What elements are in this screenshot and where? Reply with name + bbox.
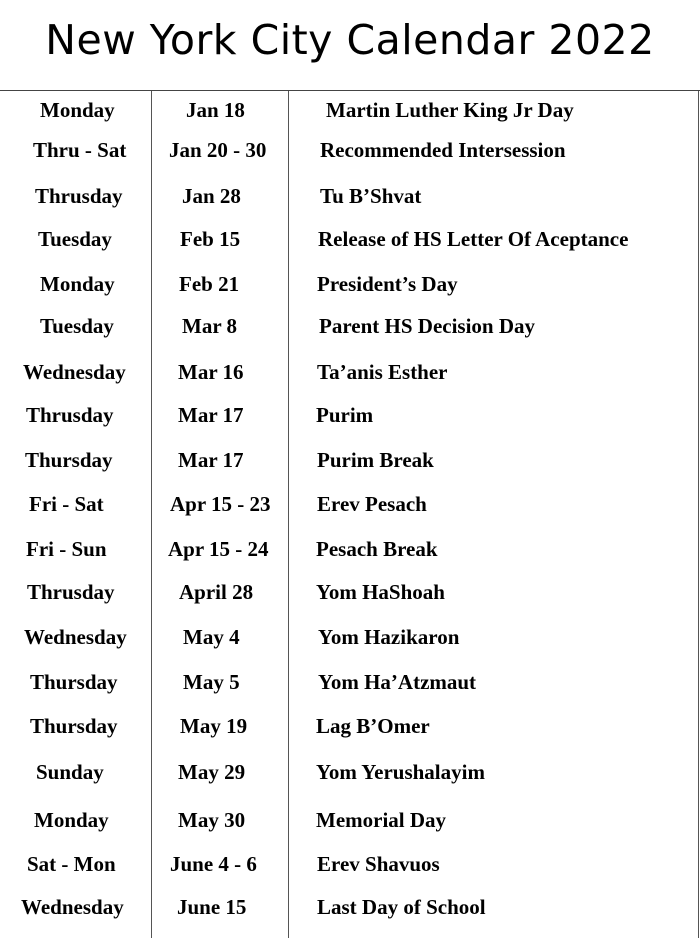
row-day: Thru - Sat xyxy=(33,138,127,162)
row-day: Thrusday xyxy=(35,184,123,208)
row-day: Fri - Sun xyxy=(26,537,107,561)
row-date: Apr 15 - 23 xyxy=(170,492,271,516)
row-date: Jan 28 xyxy=(182,184,241,208)
row-event: Release of HS Letter Of Aceptance xyxy=(318,227,629,251)
row-date: May 4 xyxy=(183,625,240,649)
row-event: President’s Day xyxy=(317,272,458,296)
row-date: Apr 15 - 24 xyxy=(168,537,269,561)
row-date: Jan 18 xyxy=(186,98,245,122)
row-date: May 29 xyxy=(178,760,246,784)
row-day: Monday xyxy=(34,808,109,832)
row-event: Last Day of School xyxy=(317,895,486,919)
row-event: Memorial Day xyxy=(316,808,447,832)
row-date: April 28 xyxy=(179,580,254,604)
row-date: Feb 21 xyxy=(179,272,240,296)
row-event: Ta’anis Esther xyxy=(317,360,448,384)
row-day: Thursday xyxy=(30,670,118,694)
row-day: Tuesday xyxy=(40,314,114,338)
row-date: May 30 xyxy=(178,808,246,832)
row-day: Thursday xyxy=(30,714,118,738)
row-event: Yom Yerushalayim xyxy=(316,760,485,784)
row-date: May 19 xyxy=(180,714,248,738)
row-day: Sat - Mon xyxy=(27,852,116,876)
row-date: June 4 - 6 xyxy=(170,852,257,876)
row-event: Erev Pesach xyxy=(317,492,427,516)
row-date: Feb 15 xyxy=(180,227,241,251)
row-event: Pesach Break xyxy=(316,537,438,561)
row-date: Mar 16 xyxy=(178,360,244,384)
row-event: Erev Shavuos xyxy=(317,852,440,876)
row-date: Mar 17 xyxy=(178,448,244,472)
row-date: June 15 xyxy=(177,895,247,919)
row-day: Wednesday xyxy=(21,895,124,919)
row-event: Yom Ha’Atzmaut xyxy=(318,670,477,694)
row-day: Thursday xyxy=(25,448,113,472)
row-event: Yom HaShoah xyxy=(316,580,445,604)
row-date: May 5 xyxy=(183,670,240,694)
row-day: Fri - Sat xyxy=(29,492,104,516)
row-event: Purim xyxy=(316,403,374,427)
page-title: New York City Calendar 2022 xyxy=(45,16,655,64)
row-event: Parent HS Decision Day xyxy=(319,314,536,338)
row-date: Mar 17 xyxy=(178,403,244,427)
row-day: Wednesday xyxy=(24,625,127,649)
row-event: Lag B’Omer xyxy=(316,714,430,738)
row-day: Sunday xyxy=(36,760,104,784)
row-date: Mar 8 xyxy=(182,314,238,338)
row-day: Thrusday xyxy=(27,580,115,604)
row-event: Recommended Intersession xyxy=(320,138,566,162)
row-day: Thrusday xyxy=(26,403,114,427)
row-date: Jan 20 - 30 xyxy=(169,138,267,162)
row-day: Tuesday xyxy=(38,227,112,251)
row-event: Purim Break xyxy=(317,448,434,472)
row-day: Wednesday xyxy=(23,360,126,384)
row-event: Martin Luther King Jr Day xyxy=(326,98,574,122)
row-event: Yom Hazikaron xyxy=(318,625,460,649)
row-day: Monday xyxy=(40,98,115,122)
row-day: Monday xyxy=(40,272,115,296)
row-event: Tu B’Shvat xyxy=(320,184,422,208)
